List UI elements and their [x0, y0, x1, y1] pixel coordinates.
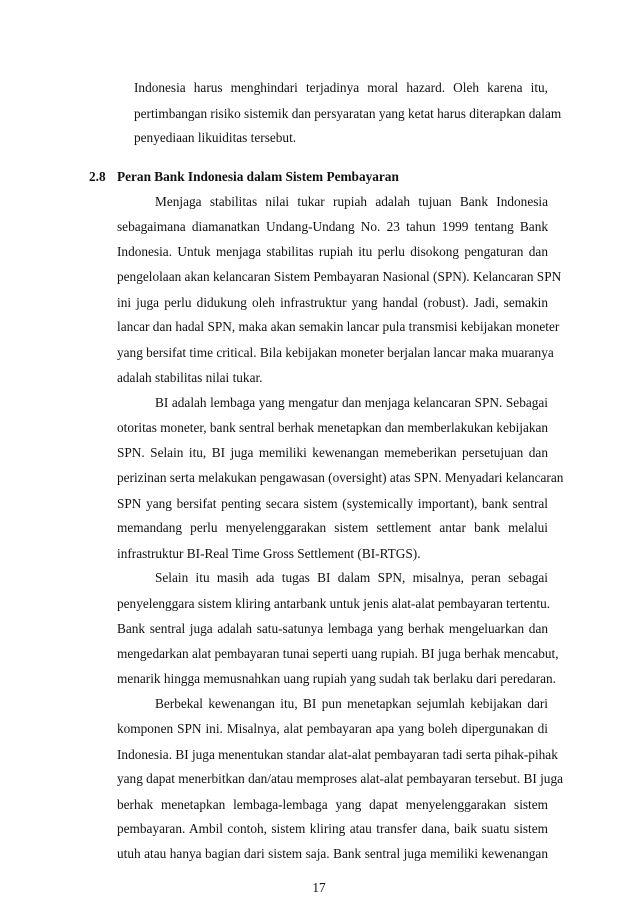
body-line: komponen SPN ini. Misalnya, alat pembayaran apa yang boleh dipergunakan di	[117, 721, 548, 736]
body-line: perizinan serta melakukan pengawasan (oversight) atas SPN. Menyadari kelancaran	[117, 469, 564, 485]
body-line: yang bersifat time critical. Bila kebijakan moneter berjalan lancar maka muaranya	[117, 344, 554, 360]
body-line: mengedarkan alat pembayaran tunai seperti uang rupiah. BI juga berhak mencabut,	[117, 646, 559, 662]
page-number: 17	[312, 880, 326, 895]
section-number: 2.8	[89, 168, 106, 184]
body-line: Menjaga stabilitas nilai tukar rupiah adalah tujuan Bank Indonesia	[155, 194, 548, 210]
body-line: pengelolaan akan kelancaran Sistem Pembayaran Nasional (SPN). Kelancaran SPN	[117, 269, 562, 284]
body-line: menarik hingga memusnahkan uang rupiah yang sudah tak berlaku dari peredaran.	[117, 670, 557, 686]
body-line: sebagaimana diamanatkan Undang-Undang No. 23 tahun 1999 tentang Bank	[117, 218, 548, 234]
body-line: Selain itu masih ada tugas BI dalam SPN, misalnya, peran sebagai	[155, 570, 548, 586]
section-title: Peran Bank Indonesia dalam Sistem Pembayaran	[117, 168, 399, 184]
body-line: utuh atau hanya bagian dari sistem saja. Bank sentral juga memiliki kewenangan	[117, 846, 548, 861]
body-line: SPN yang bersifat penting secara sistem (systemically important), bank sentral	[117, 495, 548, 511]
body-line: Indonesia. Untuk menjaga stabilitas rupiah itu perlu disokong pengaturan dan	[117, 244, 548, 260]
body-line: penyelenggara sistem kliring antarbank untuk jenis alat-alat pembayaran tertentu.	[117, 595, 551, 611]
intro-line: penyediaan likuiditas tersebut.	[134, 130, 297, 146]
body-line: otoritas moneter, bank sentral berhak menetapkan dan memberlakukan kebijakan	[117, 419, 549, 435]
body-line: berhak menetapkan lembaga-lembaga yang dapat menyelenggarakan sistem	[117, 796, 548, 812]
body-line: ini juga perlu didukung oleh infrastruktur yang handal (robust). Jadi, semakin	[117, 294, 548, 310]
body-line: Bank sentral juga adalah satu-satunya lembaga yang berhak mengeluarkan dan	[117, 620, 548, 636]
intro-line: pertimbangan risiko sistemik dan persyaratan yang ketat harus diterapkan dalam	[134, 105, 562, 121]
intro-line: Indonesia harus menghindari terjadinya moral hazard. Oleh karena itu,	[134, 80, 548, 95]
body-line: Berbekal kewenangan itu, BI pun menetapkan sejumlah kebijakan dari	[155, 696, 548, 712]
body-line: SPN. Selain itu, BI juga memiliki kewenangan memeberikan persetujuan dan	[117, 445, 548, 461]
body-line: adalah stabilitas nilai tukar.	[117, 369, 263, 385]
body-line: memandang perlu menyelenggarakan sistem settlement antar bank melalui	[117, 520, 548, 536]
body-line: lancar dan hadal SPN, maka akan semakin lancar pula transmisi kebijakan moneter	[117, 319, 560, 335]
body-line: pembayaran. Ambil contoh, sistem kliring atau transfer dana, baik suatu sistem	[117, 821, 548, 837]
body-line: Indonesia. BI juga menentukan standar alat-alat pembayaran tadi serta pihak-pihak	[117, 746, 558, 762]
body-line: yang dapat menerbitkan dan/atau memproses alat-alat pembayaran tersebut. BI juga	[117, 771, 564, 787]
body-line: infrastruktur BI-Real Time Gross Settlement (BI-RTGS).	[117, 545, 421, 561]
body-line: BI adalah lembaga yang mengatur dan menjaga kelancaran SPN. Sebagai	[155, 395, 548, 411]
